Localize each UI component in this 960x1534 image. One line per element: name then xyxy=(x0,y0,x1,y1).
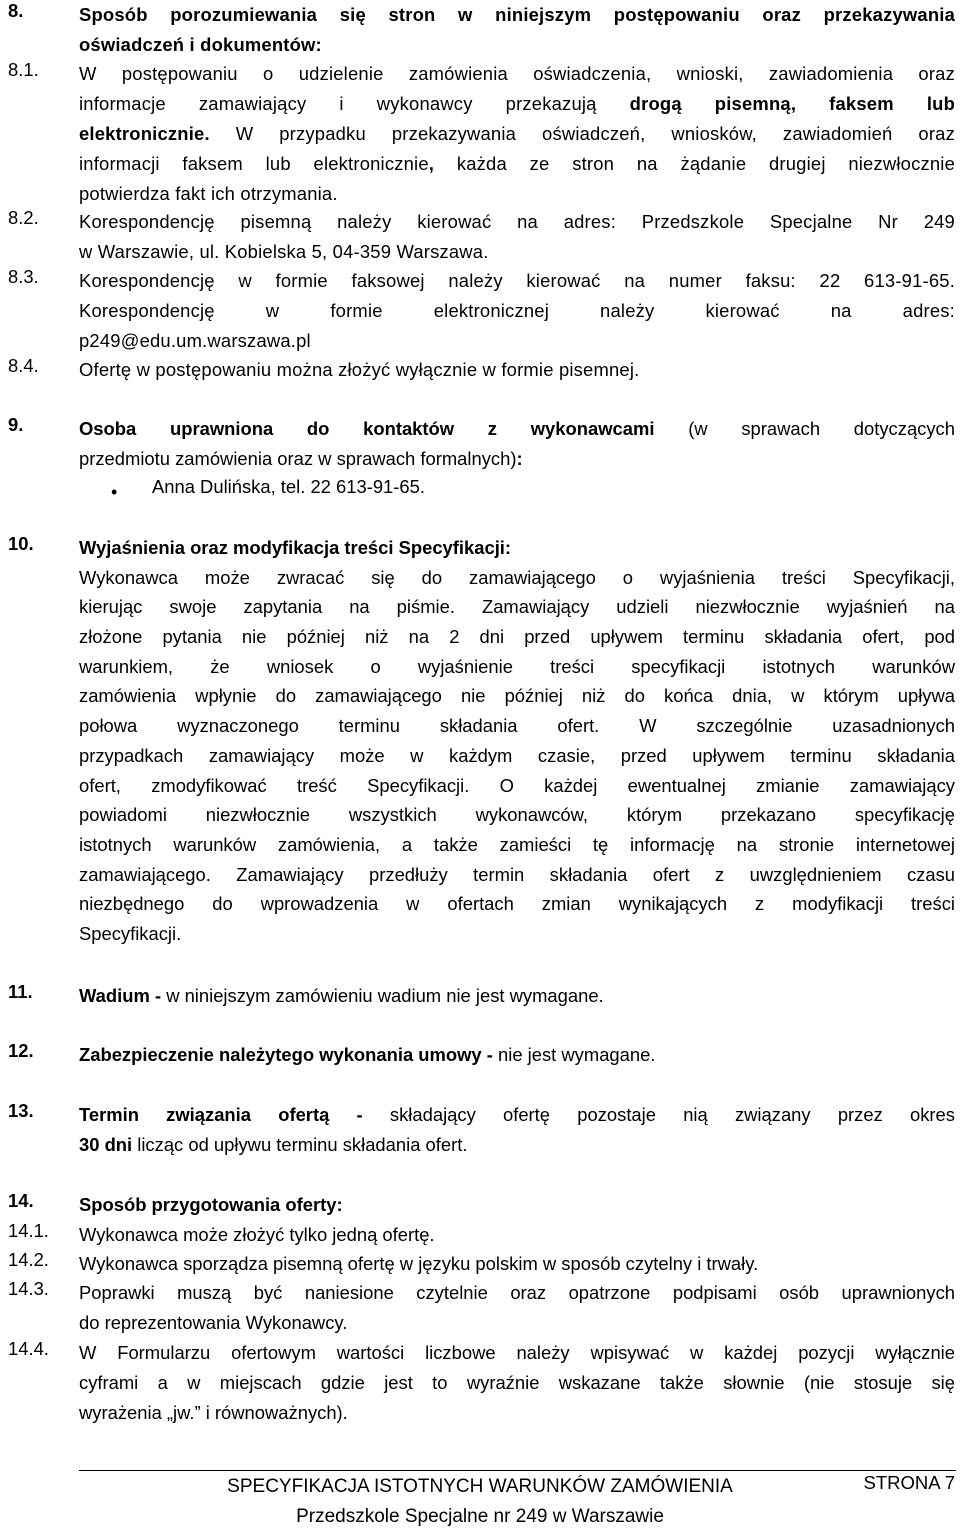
paragraph-text: Poprawki muszą być naniesione czytelnie oraz opatrzone podpisami osób uprawnionych do reprezentowania Wykonawcy. xyxy=(79,1282,955,1333)
footer-title: SPECYFIKACJA ISTOTNYCH WARUNKÓW ZAMÓWIENIA xyxy=(227,1476,733,1497)
section-number: 13. xyxy=(8,1100,34,1121)
section-text: Termin związania ofertą - składający ofertę pozostaje nią związany przez okres 30 dni licząc od upływu terminu składania ofert. xyxy=(79,1104,955,1155)
paragraph-number: 14.4. xyxy=(8,1338,49,1359)
section-title: Sposób przygotowania oferty: xyxy=(79,1194,343,1215)
section-text xyxy=(79,1190,955,1220)
footer-subtitle: Przedszkole Specjalne nr 249 w Warszawie xyxy=(296,1506,664,1527)
paragraph-text: Korespondencję w formie faksowej należy kierować na numer faksu: 22 613-91-65. Korespondencję w formie elektronicznej należy kierować na adres: p249@edu.um.warszawa.pl xyxy=(79,266,955,356)
paragraph-number: 8.4. xyxy=(8,355,39,376)
paragraph-text: W postępowaniu o udzielenie zamówienia oświadczenia, wnioski, zawiadomienia oraz informacje zamawiający i wykonawcy przekazują drogą pisemną, faksem lub elektronicznie. W przypadku przekazywania oświadczeń, wniosków, zawiadomień oraz informacji faksem lub elektronicznie, każda ze stron na żądanie drugiej niezwłocznie potwierdza fakt ich otrzymania. xyxy=(79,63,956,204)
contact-person: Anna Dulińska, tel. 22 613-91-65. xyxy=(152,476,425,497)
section-text: Wadium - w niniejszym zamówieniu wadium nie jest wymagane. xyxy=(79,985,604,1006)
section-number: 12. xyxy=(8,1040,34,1061)
section-text: Osoba uprawniona do kontaktów z wykonawcami (w sprawach dotyczących przedmiotu zamówienia oraz w sprawach formalnych): xyxy=(79,418,955,469)
section-number: 8. xyxy=(8,0,24,21)
section-number: 14. xyxy=(8,1190,34,1211)
paragraph-text: Wykonawca sporządza pisemną ofertę w języku polskim w sposób czytelny i trwały. xyxy=(79,1253,759,1274)
section-text: Wyjaśnienia oraz modyfikacja treści Specyfikacji: Wykonawca może zwracać się do zamawiającego o wyjaśnienia treści Specyfikacji, kierując swoje zapytania na piśmie. Zamawiający udzieli niezwłocznie wyjaśnień na złożone pytania nie później niż na 2 dni przed upływem terminu składania ofert, pod warunkiem, że wniosek o wyjaśnienie treści specyfikacji istotnych warunków zamówienia wpłynie do zamawiającego nie później niż do końca dnia, w którym upływa połowa wyznaczonego terminu składania ofert. W szczególnie uzasadnionych przypadkach zamawiający może w każdym czasie, przed upływem terminu składania ofert, zmodyfikować treść Specyfikacji. O każdej ewentualnej zmianie zamawiający powiadomi niezwłocznie wszystkich wykonawców, którym przekazano specyfikację istotnych warunków zamówienia, a także zamieści tę informację na stronie internetowej zamawiającego. Zamawiający przedłuży termin składania ofert z uwzględnieniem czasu niezbędnego do wprowadzenia w ofertach zmian wynikających z modyfikacji treści Specyfikacji. xyxy=(79,533,955,949)
section-number: 10. xyxy=(8,533,34,554)
paragraph-number: 14.3. xyxy=(8,1278,49,1299)
paragraph-text: W Formularzu ofertowym wartości liczbowe należy wpisywać w każdej pozycji wyłącznie cyframi a w miejscach gdzie jest to wyraźnie wskazane także słownie (nie stosuje się wyrażenia „jw.” i równoważnych). xyxy=(79,1342,955,1423)
paragraph-number: 8.2. xyxy=(8,207,39,228)
section-number: 9. xyxy=(8,414,24,435)
page-number: STRONA 7 xyxy=(863,1472,955,1493)
paragraph-number: 8.1. xyxy=(8,59,39,80)
paragraph-number: 8.3. xyxy=(8,266,39,287)
section-title: Sposób porozumiewania się stron w niniejszym postępowaniu oraz przekazywania oświadczeń i dokumentów: xyxy=(79,4,955,55)
section-title: Wyjaśnienia oraz modyfikacja treści Specyfikacji: xyxy=(79,537,512,558)
paragraph-text: Korespondencję pisemną należy kierować na adres: Przedszkole Specjalne Nr 249 w Warszawie, ul. Kobielska 5, 04-359 Warszawa. xyxy=(79,211,955,262)
paragraph-text: Wykonawca może złożyć tylko jedną ofertę. xyxy=(79,1224,435,1245)
footer-divider xyxy=(79,1470,956,1471)
paragraph-number: 14.2. xyxy=(8,1249,49,1270)
paragraph-text: Ofertę w postępowaniu można złożyć wyłącznie w formie pisemnej. xyxy=(79,359,640,380)
paragraph-number: 14.1. xyxy=(8,1220,49,1241)
bullet-icon: • xyxy=(111,482,118,502)
section-text: Zabezpieczenie należytego wykonania umowy - nie jest wymagane. xyxy=(79,1044,656,1065)
email-address: p249@edu.um.warszawa.pl xyxy=(79,330,311,351)
contact-bullet-item xyxy=(0,476,960,506)
section-number: 11. xyxy=(8,981,33,1002)
